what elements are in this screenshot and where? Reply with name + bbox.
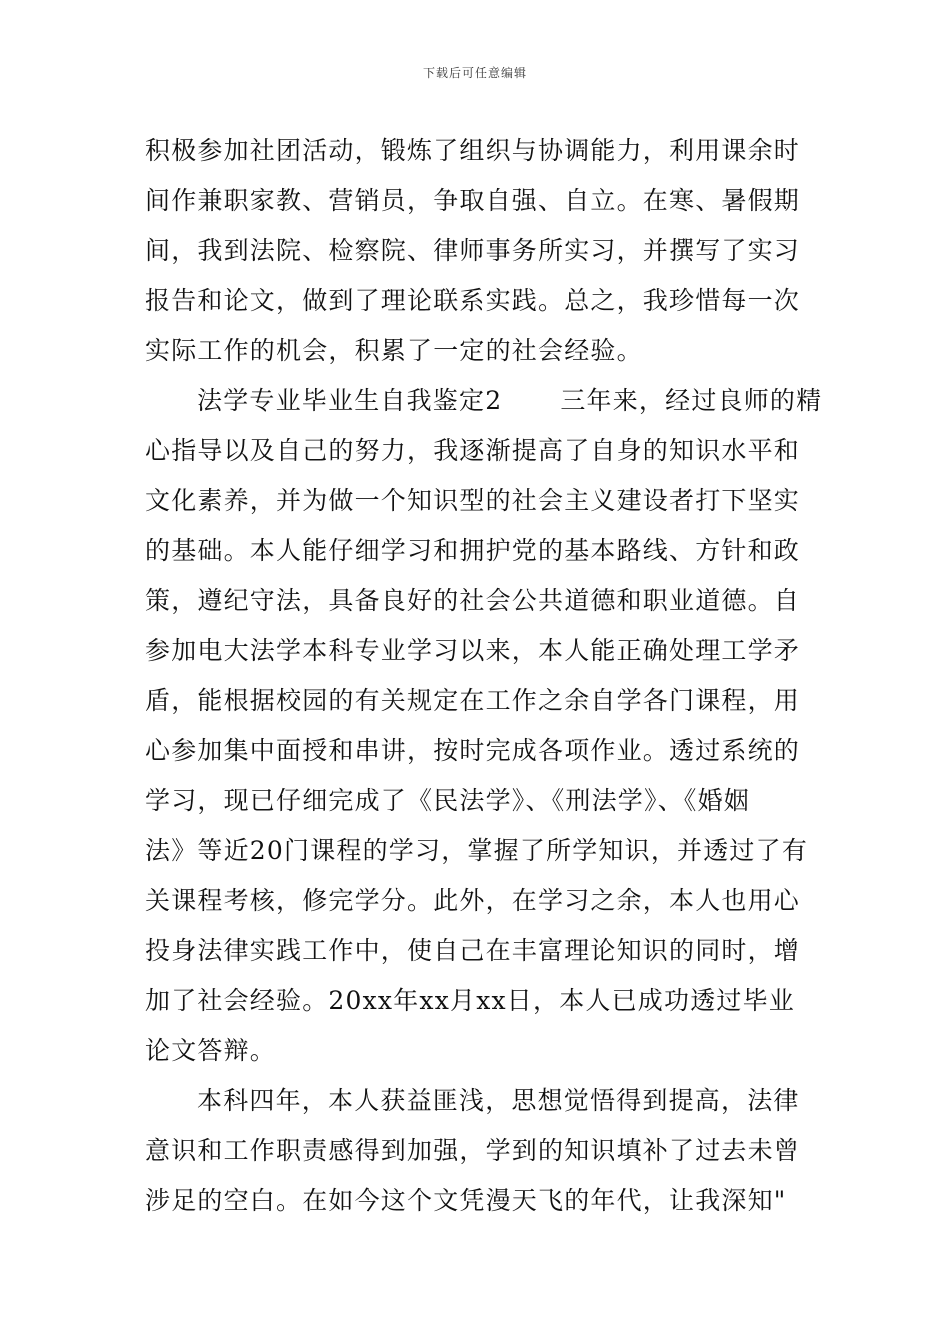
section-title: 法学专业毕业生自我鉴定2 [197, 386, 503, 415]
text-line: 本科四年，本人获益匪浅，思想觉悟得到提高，法律 [197, 1086, 800, 1115]
document-body [145, 126, 823, 1226]
text-line: 策，遵纪守法，具备良好的社会公共道德和职业道德。自 [145, 586, 801, 615]
text-line: 积极参加社团活动，锻炼了组织与协调能力，利用课余时 [145, 136, 801, 165]
text-line: 间，我到法院、检察院、律师事务所实习，并撰写了实习 [145, 236, 801, 265]
text-line: 参加电大法学本科专业学习以来，本人能正确处理工学矛 [145, 636, 801, 665]
text-line: 实际工作的机会，积累了一定的社会经验。 [145, 336, 643, 365]
text-line: 涉足的空白。在如今这个文凭漫天飞的年代，让我深知" [145, 1186, 787, 1215]
text-line-start: 三年来，经过良师的精 [560, 386, 823, 415]
text-line: 报告和论文，做到了理论联系实践。总之，我珍惜每一次 [145, 286, 801, 315]
section-title-line [145, 376, 823, 426]
paragraph-3 [145, 1076, 810, 1226]
page-header: 下载后可任意编辑 [422, 66, 527, 80]
text-line: 间作兼职家教、营销员，争取自强、自立。在寒、暑假期 [145, 186, 801, 215]
text-line: 关课程考核，修完学分。此外，在学习之余，本人也用心 [145, 886, 801, 915]
text-line: 意识和工作职责感得到加强，学到的知识填补了过去未曾 [145, 1136, 801, 1165]
text-line: 的基础。本人能仔细学习和拥护党的基本路线、方针和政 [145, 536, 801, 565]
paragraph-1 [145, 126, 810, 376]
text-line: 论文答辩。 [145, 1036, 277, 1065]
text-line: 法》等近20门课程的学习，掌握了所学知识，并透过了有 [145, 836, 809, 865]
text-line: 文化素养，并为做一个知识型的社会主义建设者打下坚实 [145, 486, 801, 515]
text-line: 心参加集中面授和串讲，按时完成各项作业。透过系统的 [145, 736, 801, 765]
text-line: 投身法律实践工作中，使自己在丰富理论知识的同时，增 [145, 936, 801, 965]
text-line: 学习，现已仔细完成了《民法学》、《刑法学》、《婚姻 [145, 786, 751, 815]
text-line: 加了社会经验。20xx年xx月xx日，本人已成功透过毕业 [145, 986, 796, 1015]
text-line: 盾，能根据校园的有关规定在工作之余自学各门课程，用 [145, 686, 801, 715]
paragraph-2 [145, 376, 823, 1076]
text-line: 心指导以及自己的努力，我逐渐提高了自身的知识水平和 [145, 436, 801, 465]
